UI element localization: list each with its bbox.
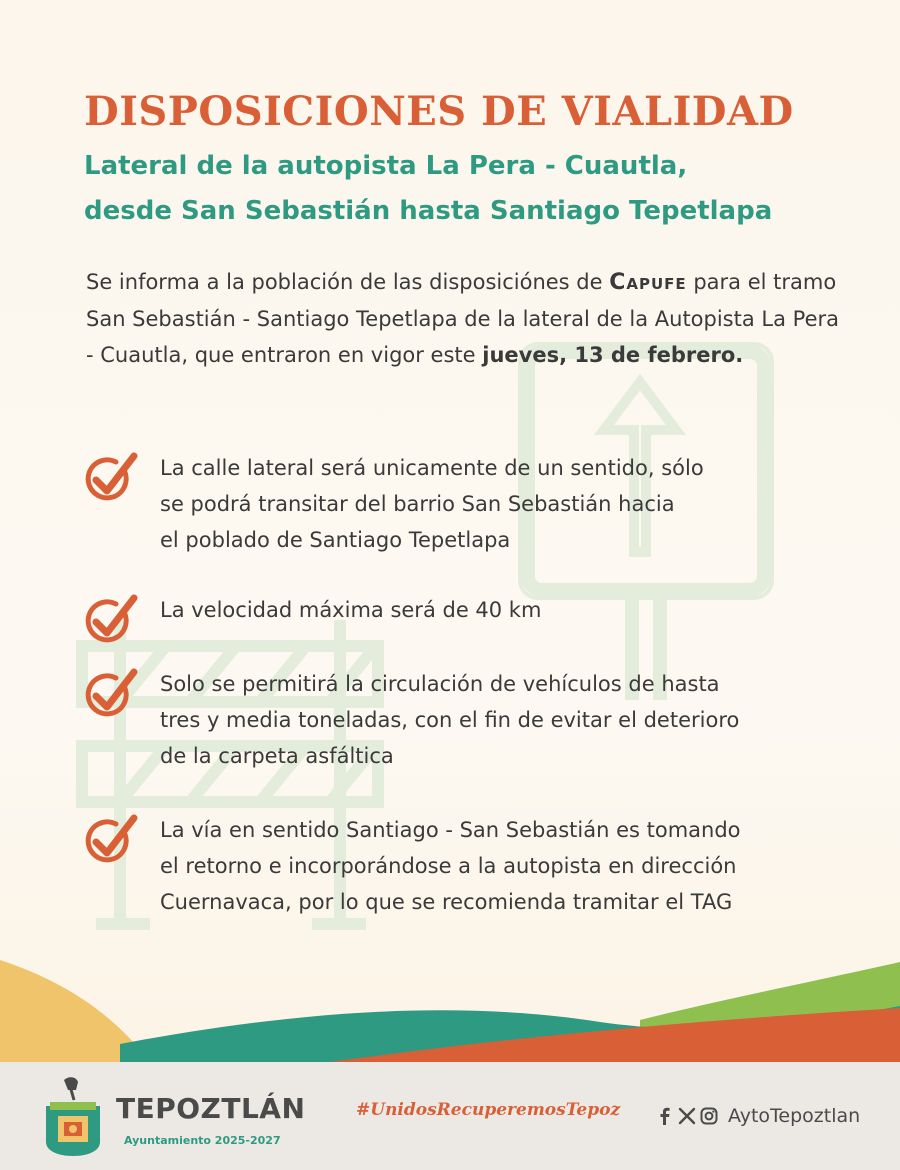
x-icon [678,1107,696,1125]
page-title: DISPOSICIONES DE VIALIDAD [84,88,794,135]
intro-text-2: para el tramo San Sebastián - Santiago Tepetlapa de la lateral de la Autopista La Pera - Cuautla, que entraron en vigor este [86,270,839,367]
intro-date: jueves, 13 de febrero. [482,343,744,367]
subtitle-line-2: desde San Sebastián hasta Santiago Tepetlapa [84,196,773,226]
item-line: el poblado de Santiago Tepetlapa [160,528,511,552]
list-item-text [160,450,860,558]
bottom-waves [0,960,900,1062]
brand-subtitle: Ayuntamiento 2025-2027 [124,1134,281,1147]
item-line: La vía en sentido Santiago - San Sebastián es tomando [160,818,741,842]
facebook-icon [656,1107,674,1125]
intro-paragraph [86,264,846,373]
subtitle-line-1: Lateral de la autopista La Pera - Cuautla, [84,151,688,181]
social-handle[interactable]: AytoTepoztlan [728,1105,861,1127]
list-item-text [160,666,860,774]
instagram-icon [700,1107,718,1125]
brand-name: TEPOZTLÁN [116,1092,306,1125]
page-subtitle [84,144,772,234]
item-line: Solo se permitirá la circulación de vehículos de hasta [160,672,720,696]
intro-text-1: Se informa a la población de las disposiciónes de [86,270,610,294]
item-line: se podrá transitar del barrio San Sebastián hacia [160,492,675,516]
list-item-text [160,592,860,628]
intro-brand: Capufe [609,270,687,295]
tepoztlan-emblem-icon [40,1076,106,1158]
check-circle-icon [80,450,140,506]
item-line: el retorno e incorporándose a la autopista en dirección [160,854,737,878]
footer-bar [0,1062,900,1170]
check-circle-icon [80,666,140,722]
item-line: tres y media toneladas, con el fin de evitar el deterioro [160,708,740,732]
item-line: de la carpeta asfáltica [160,744,394,768]
item-line: La velocidad máxima será de 40 km [160,598,542,622]
campaign-hashtag: #UnidosRecuperemosTepoz [356,1100,621,1120]
item-line: Cuernavaca, por lo que se recomienda tramitar el TAG [160,890,733,914]
list-item-text [160,812,860,920]
check-circle-icon [80,592,140,648]
item-line: La calle lateral será unicamente de un sentido, sólo [160,456,704,480]
social-handles [656,1102,860,1130]
check-circle-icon [80,812,140,868]
